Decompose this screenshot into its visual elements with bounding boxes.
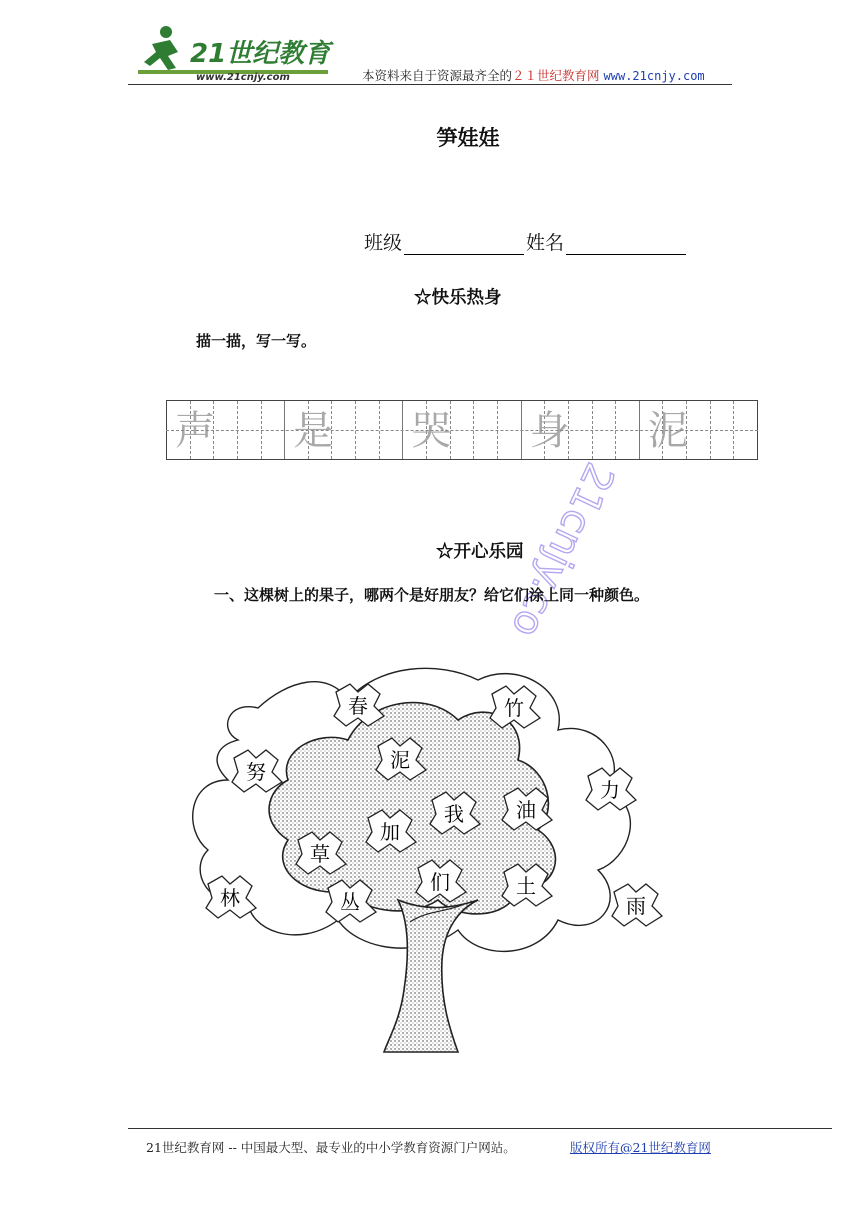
leaf-icon [200,872,260,922]
section-heading-fun: ☆开心乐园 [436,542,524,562]
trace-char: 泥 [647,408,688,454]
name-label: 姓名 [526,232,565,254]
svg-text:春: 春 [348,694,368,718]
grid-midline [166,430,758,431]
leaf-icon [424,788,484,838]
leaf-icon [496,784,556,834]
leaf-forest[interactable] [200,872,260,926]
leaf-spring[interactable] [328,680,388,734]
student-info-line [364,228,688,255]
svg-text:21cnjy.co: 21cnjy.co [502,455,623,645]
leaf-icon [370,734,430,784]
leaf-men[interactable] [410,856,470,910]
name-blank[interactable] [566,234,686,255]
leaf-wo[interactable] [424,788,484,842]
leaf-you[interactable] [496,784,556,838]
leaf-icon [410,856,470,906]
logo-graphic [138,22,338,84]
header-source-text [362,66,705,84]
leaf-icon [328,680,388,730]
svg-text:我: 我 [444,802,464,826]
leaf-soil[interactable] [496,860,556,914]
class-label: 班级 [364,232,403,254]
footer-divider [128,1128,832,1129]
leaf-cong[interactable] [320,876,380,930]
trace-char: 声 [175,408,215,454]
svg-text:力: 力 [600,778,620,802]
tree-question: 一、这棵树上的果子，哪两个是好朋友？给它们涂上同一种颜色。 [214,586,650,604]
leaf-bamboo[interactable] [484,682,544,736]
svg-text:www.21cnjy.com: www.21cnjy.com [196,72,290,83]
footer-copyright-link[interactable]: 版权所有@21世纪教育网 [570,1140,711,1155]
footer-site-description: 21世纪教育网 -- 中国最大型、最专业的中小学教育资源门户网站。 [146,1140,516,1155]
svg-text:竹: 竹 [504,696,524,720]
leaf-mud[interactable] [370,734,430,788]
leaf-grass[interactable] [290,828,350,882]
trace-write-instruction: 描一描，写一写。 [196,332,317,350]
trace-char: 是 [293,408,334,454]
leaf-icon [290,828,350,878]
leaf-icon [360,806,420,856]
tree-illustration [178,660,688,1060]
header-divider [128,84,732,85]
svg-text:丛: 丛 [340,890,360,914]
leaf-jia[interactable] [360,806,420,860]
leaf-rain[interactable] [606,880,666,934]
leaf-nu[interactable] [226,746,286,800]
section-heading-warmup: ☆快乐热身 [414,288,502,308]
leaf-li[interactable] [580,764,640,818]
header-site-name: ２１世纪教育网 [512,68,600,83]
svg-text:21世纪教育: 21世纪教育 [190,39,331,69]
svg-text:努: 努 [246,760,266,784]
leaf-icon [580,764,640,814]
site-logo [138,22,338,84]
page-title: 笋娃娃 [436,125,500,150]
svg-text:们: 们 [430,870,450,894]
leaf-icon [496,860,556,910]
svg-text:加: 加 [380,820,400,844]
svg-text:草: 草 [310,842,330,866]
leaf-icon [484,682,544,732]
trace-char: 哭 [411,408,452,454]
svg-text:林: 林 [220,886,240,910]
svg-text:油: 油 [516,798,536,822]
header-text-main: 本资料来自于资源最齐全的 [362,68,513,83]
svg-text:泥: 泥 [390,748,410,772]
svg-text:土: 土 [516,874,536,898]
leaf-icon [606,880,666,930]
trace-char: 身 [529,408,570,454]
leaf-icon [320,876,380,926]
header-url-link[interactable]: www.21cnjy.com [603,69,705,83]
svg-text:雨: 雨 [626,894,646,918]
class-blank[interactable] [404,234,524,255]
leaf-icon [226,746,286,796]
